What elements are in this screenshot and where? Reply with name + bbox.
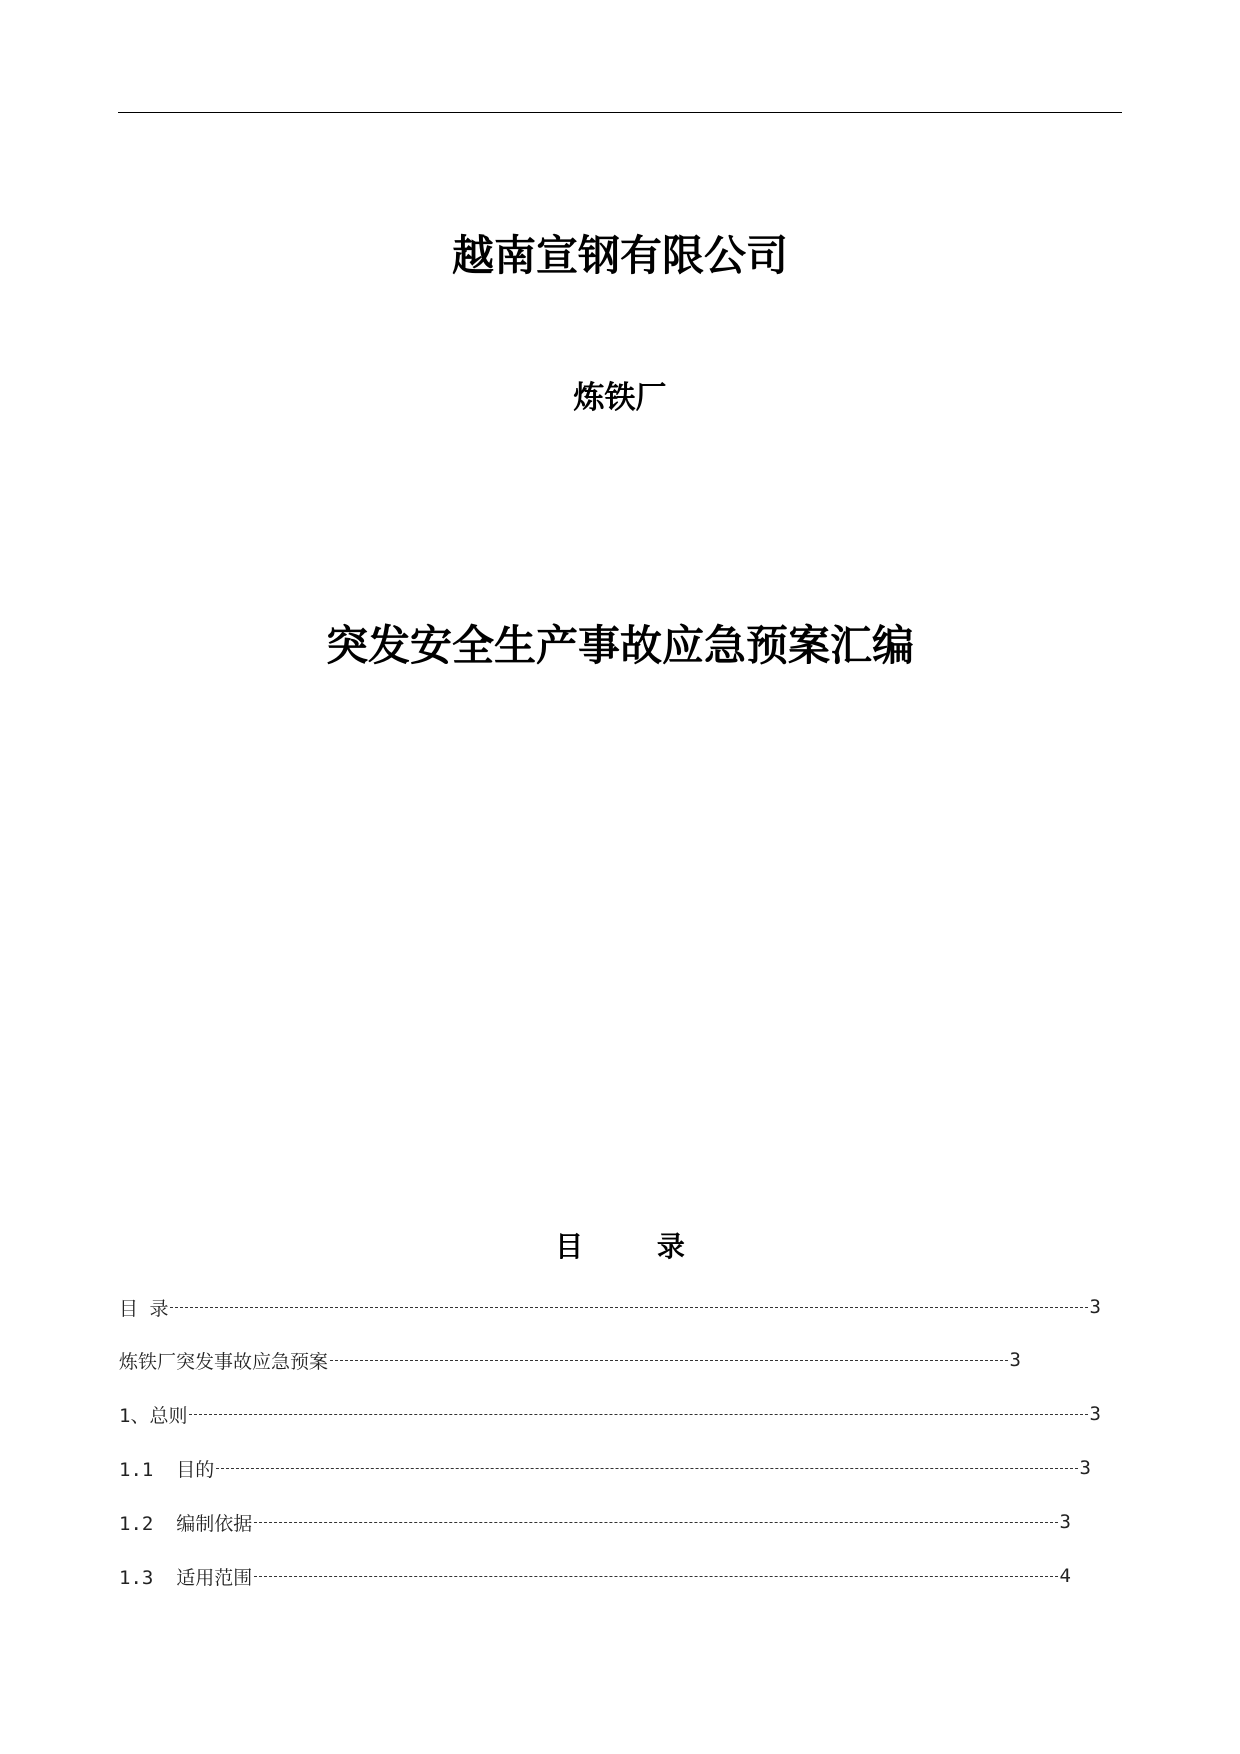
toc-entry[interactable] (119, 1508, 1071, 1536)
toc-leader (254, 1576, 1057, 1577)
toc-entry[interactable] (119, 1400, 1101, 1428)
toc-entry[interactable] (119, 1346, 1021, 1374)
company-name: 越南宣钢有限公司 (451, 231, 788, 280)
toc-entry-page: 3 (1009, 1349, 1021, 1371)
toc-entry-label: 1.1 目的 (119, 1458, 215, 1481)
header-rule (118, 112, 1122, 113)
toc-entry-page: 3 (1079, 1457, 1091, 1479)
toc-leader (254, 1522, 1057, 1523)
toc-entry-page: 3 (1089, 1296, 1101, 1318)
toc-leader (170, 1307, 1087, 1308)
toc-entry-label: 1.3 适用范围 (119, 1566, 253, 1589)
toc-entry-page: 3 (1059, 1511, 1071, 1533)
document-title: 突发安全生产事故应急预案汇编 (325, 621, 914, 670)
toc-entry-page: 3 (1089, 1403, 1101, 1425)
toc-entry-label: 1、总则 (119, 1404, 188, 1427)
toc-entry-label: 1.2 编制依据 (119, 1512, 253, 1535)
plant-name: 炼铁厂 (573, 380, 667, 416)
toc-entry[interactable] (119, 1562, 1071, 1590)
toc-leader (330, 1360, 1008, 1361)
toc-leader (189, 1414, 1087, 1415)
toc-heading: 目 录 (555, 1230, 717, 1263)
toc-entry[interactable] (119, 1293, 1101, 1321)
toc-entry-label: 炼铁厂突发事故应急预案 (119, 1350, 329, 1373)
toc-entry-label: 目 录 (119, 1297, 169, 1320)
toc-entry-page: 4 (1059, 1565, 1071, 1587)
toc-entry[interactable] (119, 1454, 1091, 1482)
toc-leader (216, 1468, 1077, 1469)
